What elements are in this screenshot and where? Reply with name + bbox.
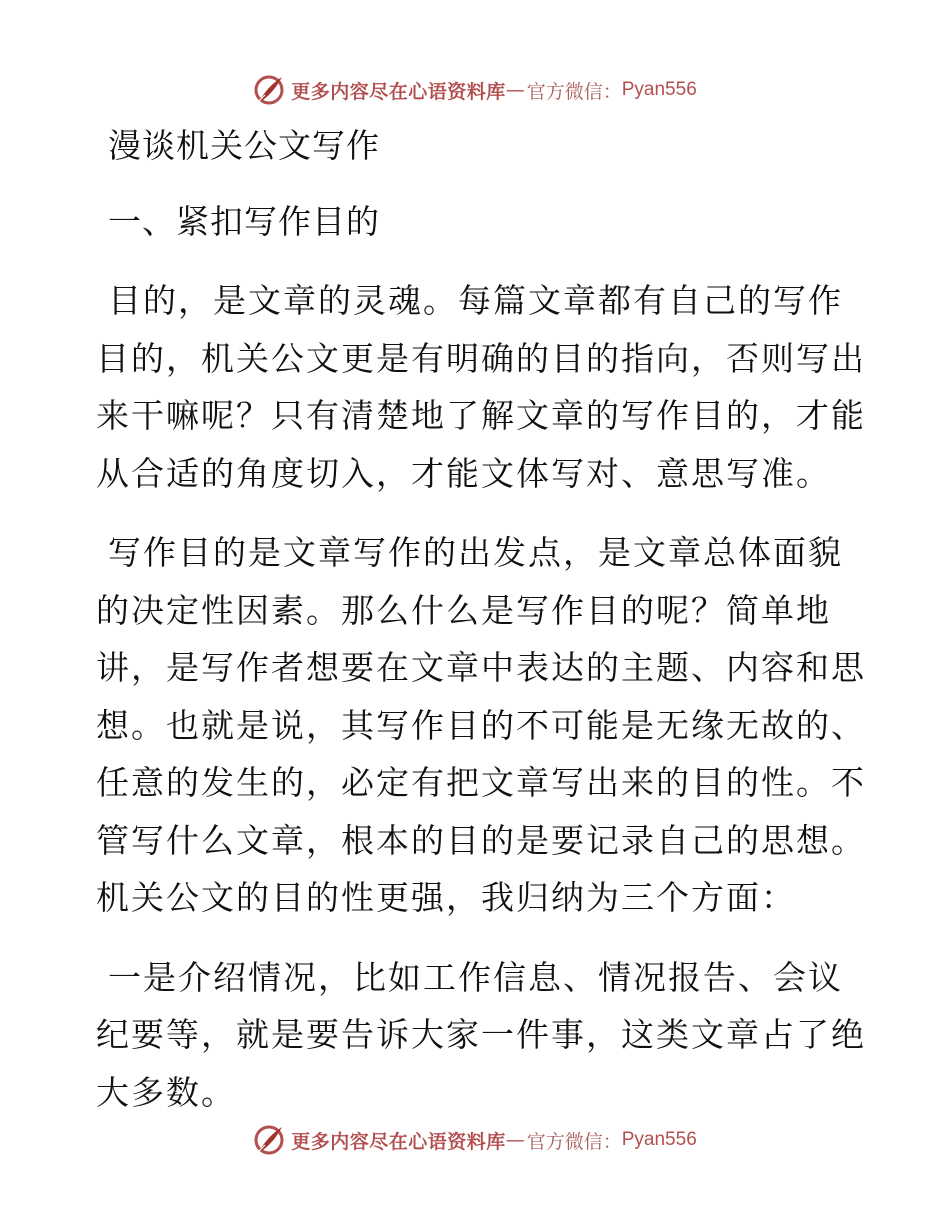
paragraph-1 — [96, 272, 866, 502]
paragraph-line: 纪要等，就是要告诉大家一件事，这类文章占了绝 — [96, 1015, 866, 1054]
banner-contact-label: 官方微信： — [526, 80, 622, 103]
paragraph-line: 讲，是写作者想要在文章中表达的主题、内容和思 — [96, 648, 866, 687]
document-body — [96, 118, 866, 1143]
banner-dash: — — [505, 1129, 525, 1151]
banner-dash: — — [505, 79, 525, 101]
paragraph-line: 的决定性因素。那么什么是写作目的呢？简单地 — [96, 590, 831, 630]
paragraph-line: 想。也就是说，其写作目的不可能是无缘无故的、 — [96, 705, 866, 745]
quill-pen-logo-icon — [253, 1124, 285, 1156]
paragraph-line: 管写什么文章，根本的目的是要记录自己的思想。 — [96, 820, 866, 860]
banner-site-text: 更多内容尽在心语资料库 — [291, 1130, 506, 1153]
quill-pen-logo-icon — [253, 74, 285, 106]
header-watermark-banner — [0, 70, 950, 110]
paragraph-2 — [96, 524, 866, 927]
paragraph-line: 大多数。 — [96, 1072, 236, 1112]
paragraph-line: 来干嘛呢？只有清楚地了解文章的写作目的，才能 — [96, 396, 866, 435]
section-heading: 一、紧扣写作目的 — [108, 202, 380, 241]
paragraph-3 — [96, 949, 866, 1122]
paragraph-line: 从合适的角度切入，才能文体写对、意思写准。 — [96, 453, 831, 493]
banner-contact-label: 官方微信： — [526, 1130, 622, 1153]
banner-contact-id: Pyan556 — [621, 1129, 697, 1150]
paragraph-line: 目的，机关公文更是有明确的目的指向，否则写出 — [96, 338, 866, 378]
paragraph-line: 机关公文的目的性更强，我归纳为三个方面： — [96, 878, 796, 917]
banner-site-text: 更多内容尽在心语资料库 — [291, 80, 506, 103]
paragraph-line: 任意的发生的，必定有把文章写出来的目的性。不 — [96, 763, 866, 802]
paragraph-line: 写作目的是文章写作的出发点，是文章总体面貌 — [108, 533, 843, 572]
paragraph-line: 一是介绍情况，比如工作信息、情况报告、会议 — [108, 957, 843, 997]
paragraph-line: 目的，是文章的灵魂。每篇文章都有自己的写作 — [108, 281, 843, 320]
footer-watermark-banner — [0, 1120, 950, 1160]
banner-contact-id: Pyan556 — [621, 79, 697, 100]
document-title: 漫谈机关公文写作 — [108, 126, 380, 165]
